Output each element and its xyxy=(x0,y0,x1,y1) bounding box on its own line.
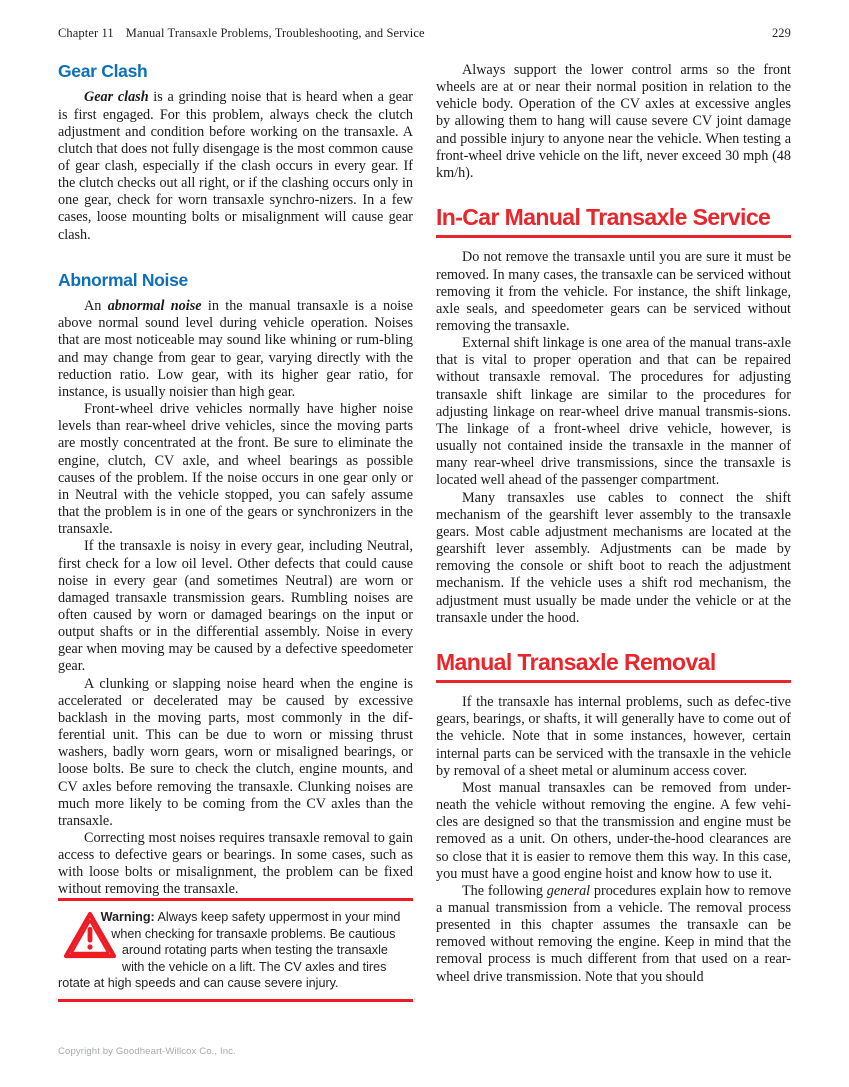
paragraph-abnormal-noise-5: Correcting most noises requires transaxle removal to gain access to defective gears or bearings. In some cases, such as with loose bolts or misalignment, the problem can be fixed without removing the transaxle. xyxy=(58,830,413,898)
left-column xyxy=(58,61,414,991)
warning-rule-top xyxy=(58,898,413,901)
chapter-title: Manual Transaxle Problems, Troubleshooting, and Service xyxy=(125,26,425,40)
removal-3-rest: procedures explain how to remove a manual transmission from a vehicle. The removal process presented in this chapter assumes the transaxle can be removed without removing the engine. Keep in mind that the removal process is much different from that used on a rear-wheel drive transmission. Note that you should xyxy=(436,882,791,985)
abnormal-noise-pre: An xyxy=(84,298,108,315)
page-number: 229 xyxy=(771,26,791,40)
removal-3-italic: general xyxy=(546,882,591,899)
heading-rule-transaxle-removal xyxy=(436,680,791,683)
right-column xyxy=(436,62,791,986)
chapter-number: Chapter 11 xyxy=(58,26,114,40)
abnormal-noise-rest: in the manual transaxle is a noise above normal sound level during vehicle operation. Noises that are most noticeable may sound like whining or rum-bling and may change from gear to gear, varying directly with the reduction ratio. Low gear, with its higher gear ratio, for instance, is usually noisier than high gear. xyxy=(58,298,413,400)
paragraph-removal-3 xyxy=(436,883,791,986)
paragraph-abnormal-noise-4: A clunking or slapping noise heard when the engine is accelerated or decelerated may be caused by excessive backlash in the moving parts, most commonly in the dif-ferential unit. This can be due to worn or missing thrust washers, badly worn gears, worn or misaligned bearings, or loose bolts. Be sure to check the clutch, engine mounts, and CV axles before removing the transaxle. Clunking noises are much more likely to be coming from the CV axles than the transaxle. xyxy=(58,675,413,829)
warning-rule-bottom xyxy=(58,999,413,1002)
warning-box xyxy=(58,898,413,1002)
warning-text-block xyxy=(58,909,413,992)
section-in-car-service xyxy=(436,205,791,238)
heading-in-car-service: In-Car Manual Transaxle Service xyxy=(436,204,771,231)
paragraph-gear-clash xyxy=(58,89,413,243)
section-transaxle-removal xyxy=(436,650,791,683)
running-head xyxy=(58,26,791,46)
paragraph-removal-1: If the transaxle has internal problems, such as defec-tive gears, bearings, or shafts, it will generally have to come out of the vehicle. Note that in some instances, however, certain internal parts can be serviced with the transaxle in the vehicle by removal of a sheet metal or aluminum access cover. xyxy=(436,694,791,779)
term-gear-clash: Gear clash xyxy=(84,89,149,106)
paragraph-in-car-2: External shift linkage is one area of the manual trans-axle that is vital to proper operation and that can be repaired without transaxle removal. The procedures for adjusting transaxle shift linkage are similar to the procedures for adjusting linkage on rear-wheel drive manual transmis-sions. The linkage of a front-wheel drive vehicle, however, is usually not contained inside the transaxle in the manner of many rear-wheel drive transmissions, since the transaxle is located well ahead of the passenger compartment. xyxy=(436,335,791,489)
heading-gear-clash: Gear Clash xyxy=(58,61,148,81)
paragraph-abnormal-noise-1 xyxy=(58,298,413,401)
term-abnormal-noise: abnormal noise xyxy=(107,298,202,315)
heading-rule-in-car-service xyxy=(436,235,791,238)
paragraph-abnormal-noise-2: Front-wheel drive vehicles normally have higher noise levels than rear-wheel drive vehicles, since the moving parts are mostly concentrated at the front. Be sure to eliminate the engine, clutch, CV axle, and wheel bearings as possible causes of the problem. If the noise occurs in one gear only or in Neutral with the vehicle stopped, you can safely assume that the problem is in one of the gears or synchronizers in the transaxle. xyxy=(58,401,413,538)
running-head-chapter xyxy=(58,26,425,41)
paragraph-gear-clash-text: is a grinding noise that is heard when a gear is first engaged. For this problem, always check the clutch adjustment and condition before working on the transaxle. A clutch that does not fully disengage is the most common cause of gear clash, especially if the clash occurs in every gear. If the clutch checks out all right, or if the clashing occurs only in one gear, check for worn transaxle synchro-nizers. In a few cases, loose mounting bolts or misalignment will cause gear clash. xyxy=(58,89,414,243)
paragraph-removal-2: Most manual transaxles can be removed from under-neath the vehicle without removing the engine. A few vehi-cles are designed so that the transmission and engine must be removed as a unit. On others, under-the-hood clearances are so close that it is easier to remove them this way. In this case, you must have a good engine hoist and know how to use it. xyxy=(436,779,791,882)
footer-copyright: Copyright by Goodheart-Willcox Co., Inc. xyxy=(58,1046,236,1057)
paragraph-in-car-3: Many transaxles use cables to connect the shift mechanism of the gearshift lever assembly to the transaxle gears. Most cable adjustment mechanisms are located at the gearshift lever assembly. Adjustments can be made by removing the console or shift boot to reach the adjustment mechanism. If the vehicle uses a shift rod mechanism, the adjustment must usually be made under the vehicle or at the transaxle under the hood. xyxy=(436,489,791,626)
body-columns xyxy=(58,62,791,1022)
warning-label: Warning: xyxy=(100,910,155,924)
paragraph-abnormal-noise-3: If the transaxle is noisy in every gear, including Neutral, first check for a low oil level. Other defects that could cause noise in every gear (and sometimes Neutral) are worn or damaged transaxle transmission gears. Rumbling noises are often caused by worn or damaged bearings on the input or output shafts or in the differential assembly. Noise in every gear when moving may be caused by a defective speedometer gear. xyxy=(58,538,413,675)
paragraph-in-car-1: Do not remove the transaxle until you are sure it must be removed. In many cases, the transaxle can be serviced without removing it from the vehicle. For instance, the shift linkage, axle seals, and speedometer gears can be serviced without removing the transaxle. xyxy=(436,249,791,335)
paragraph-lift-support: Always support the lower control arms so the front wheels are at or near their normal position in relation to the vehicle body. Operation of the CV axles at excessive angles by allowing them to hang will cause severe CV joint damage and possible injury to anyone near the vehicle. When testing a front-wheel drive vehicle on the lift, never exceed 30 mph (48 km/h). xyxy=(436,62,791,181)
heading-transaxle-removal: Manual Transaxle Removal xyxy=(436,648,716,675)
heading-abnormal-noise: Abnormal Noise xyxy=(58,269,188,290)
warning-text: Always keep safety uppermost in your mind when checking for transaxle problems. Be cautious around rotating parts when testing the transaxle with the vehicle on a lift. The CV axles and tires rotate at high speeds and can cause severe injury. xyxy=(58,910,401,991)
removal-3-pre: The following xyxy=(462,882,547,899)
